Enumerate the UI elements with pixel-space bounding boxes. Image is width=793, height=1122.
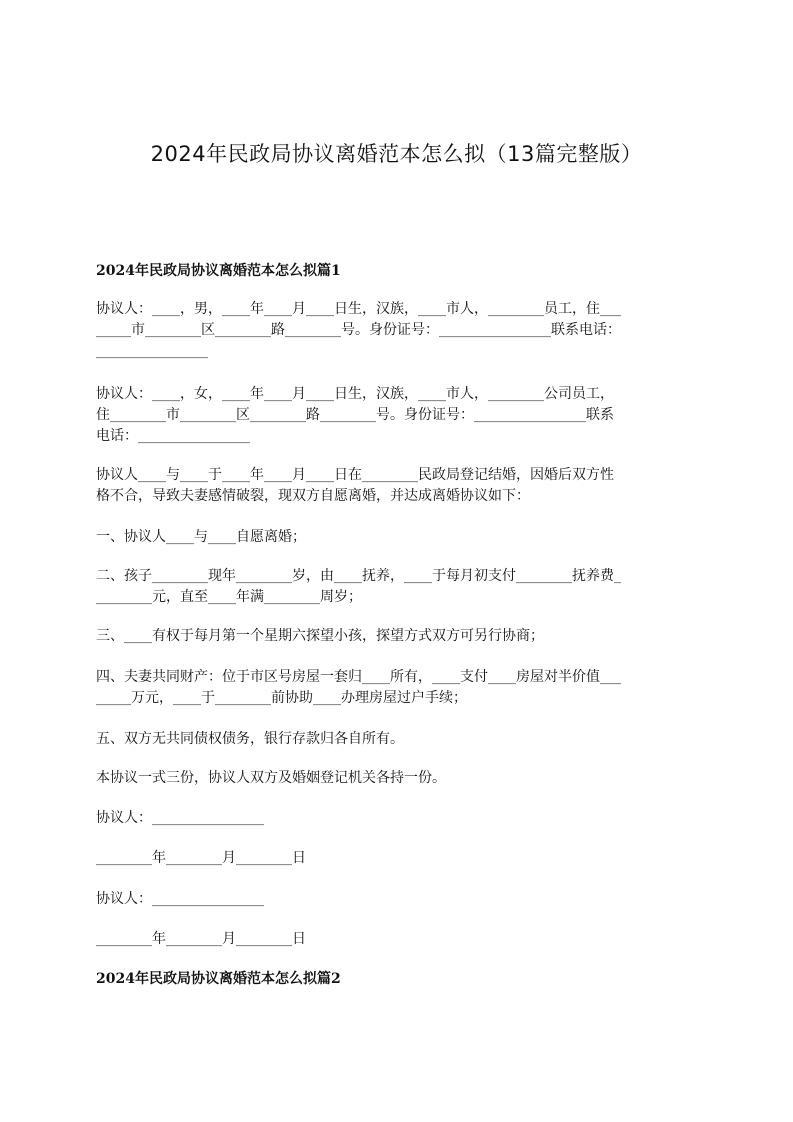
text-line: ________年________月________日 <box>96 931 306 947</box>
clause-1 <box>96 527 698 548</box>
text-line: 四、夫妻共同财产：位于市区号房屋一套归____所有，____支付____房屋对半价值___ <box>96 669 621 685</box>
clause-2 <box>96 566 698 608</box>
signature-line-2 <box>96 889 698 910</box>
signature-line-1 <box>96 808 698 829</box>
text-line: 协议人____与____于____年____月____日在________民政局登记结婚，因婚后双方性 <box>96 467 614 483</box>
text-line: ________元，直至____年满________周岁； <box>96 589 362 605</box>
text-line: 本协议一式三份，协议人双方及婚姻登记机关各持一份。 <box>96 770 446 786</box>
text-line: 二、孩子________现年________岁，由____抚养，____于每月初支付________抚养费_ <box>96 568 621 584</box>
text-line: 协议人：____，女，____年____月____日生，汉族，____市人，________公司员工， <box>96 386 614 402</box>
paragraph-marriage-statement <box>96 465 698 507</box>
clause-3 <box>96 626 698 647</box>
text-line: _____万元，____于________前协助____办理房屋过户手续； <box>96 690 467 706</box>
text-line: _____市________区________路________号。身份证号：________________联系电话： <box>96 322 621 338</box>
text-line: ________年________月________日 <box>96 850 306 866</box>
text-line: 一、协议人____与____自愿离婚； <box>96 529 306 545</box>
text-line: 协议人：________________ <box>96 810 264 826</box>
clause-4 <box>96 667 698 709</box>
text-line: 协议人：________________ <box>96 891 264 907</box>
section-heading-2: 2024年民政局协议离婚范本怎么拟篇2 <box>96 971 341 987</box>
date-line-1 <box>96 848 698 869</box>
paragraph-party-female <box>96 384 698 447</box>
text-line: 五、双方无共同债权债务，银行存款归各自所有。 <box>96 731 404 747</box>
text-line: 电话：________________ <box>96 428 250 444</box>
paragraph-party-male <box>96 299 698 362</box>
text-line: 住________市________区________路________号。身份证号：________________联系 <box>96 407 614 423</box>
clause-5 <box>96 729 698 750</box>
text-line: 三、____有权于每月第一个星期六探望小孩，探望方式双方可另行协商； <box>96 628 544 644</box>
text-line: 格不合，导致夫妻感情破裂，现双方自愿离婚，并达成离婚协议如下： <box>96 488 530 504</box>
document-title: 2024年民政局协议离婚范本怎么拟（13篇完整版） <box>150 142 643 166</box>
date-line-2 <box>96 929 698 950</box>
section-heading-1: 2024年民政局协议离婚范本怎么拟篇1 <box>96 263 341 279</box>
text-line: 协议人：____，男，____年____月____日生，汉族，____市人，________员工，住___ <box>96 301 621 317</box>
text-line: ________________ <box>96 343 208 359</box>
copies-statement <box>96 768 698 789</box>
